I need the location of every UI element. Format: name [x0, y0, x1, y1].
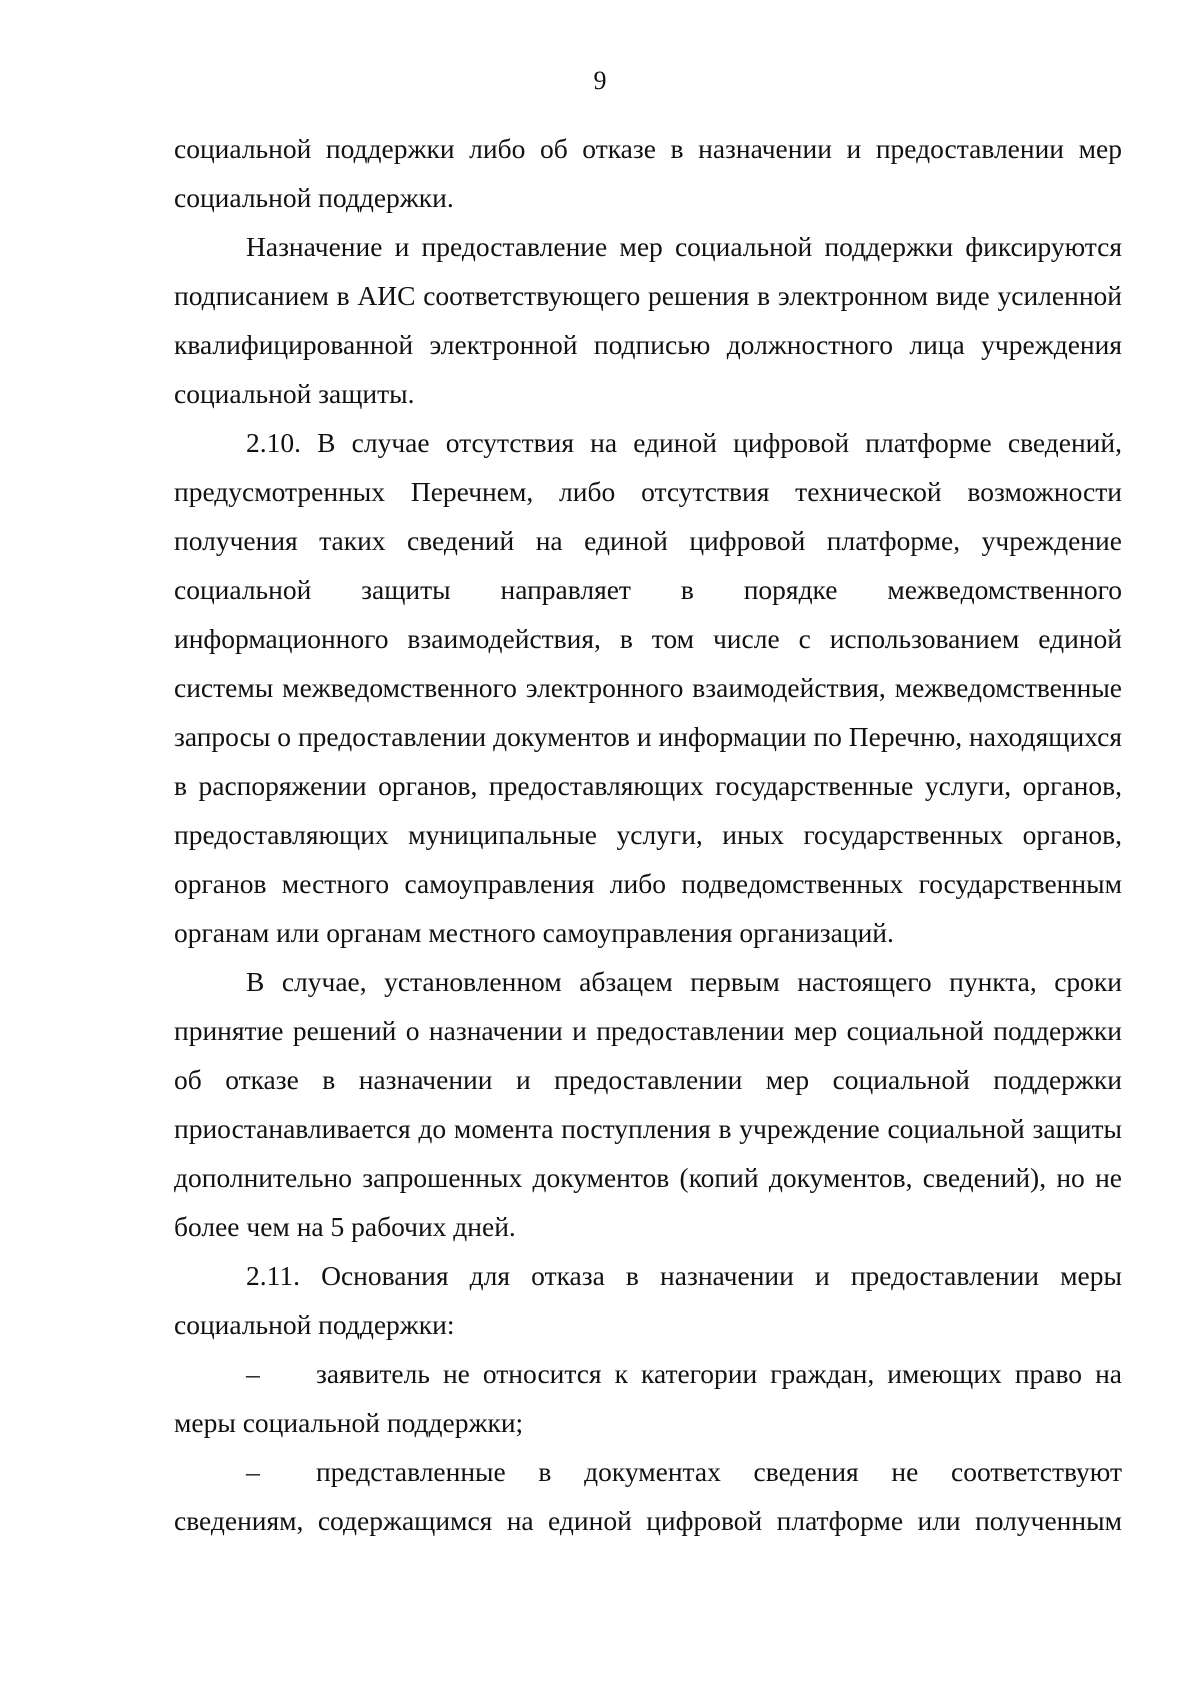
paragraph-continuation: социальной поддержки либо об отказе в назначении и предоставлении мер социальной поддержки.: [174, 133, 1122, 213]
paragraph-decision-signing: Назначение и предоставление мер социальной поддержки фиксируются подписанием в АИС соответствующего решения в электронном виде усиленной квалифицированной электронной подписью должностного лица учреждения социальной защиты.: [174, 231, 1122, 409]
paragraph-2-10: 2.10. В случае отсутствия на единой цифровой платформе сведений, предусмотренных Перечнем, либо отсутствия технической возможности получения таких сведений на единой цифровой платформе, учреждение социальной защиты направляет в порядке межведомственного информационного взаимодействия, в том числе с использованием единой системы межведомственного электронного взаимодействия, межведомственные запросы о предоставлении документов и информации по Перечню, находящихся в распоряжении органов, предоставляющих государственные услуги, органов, предоставляющих муниципальные услуги, иных государственных органов, органов местного самоуправления либо подведомственных государственным органам или органам местного самоуправления организаций.: [174, 427, 1122, 948]
dash-marker: –: [246, 1456, 260, 1487]
paragraph-2-11: 2.11. Основания для отказа в назначении и предоставлении меры социальной поддержки:: [174, 1260, 1122, 1340]
page-number: 9: [593, 66, 607, 95]
list-item-text: заявитель не относится к категории граждан, имеющих право на меры социальной поддержки;: [174, 1358, 1122, 1438]
paragraph-suspension-terms: В случае, установленном абзацем первым настоящего пункта, сроки принятие решений о назначении и предоставлении мер социальной поддержки об отказе в назначении и предоставлении мер социальной поддержки приостанавливается до момента поступления в учреждение социальной защиты дополнительно запрошенных документов (копий документов, сведений), но не более чем на 5 рабочих дней.: [174, 966, 1122, 1242]
list-item-text: представленные в документах сведения не соответствуют сведениям, содержащимся на единой цифровой платформе или полученным: [174, 1456, 1122, 1536]
list-item: [174, 1349, 1122, 1447]
document-body: [174, 124, 1122, 1545]
dash-marker: –: [246, 1358, 260, 1389]
list-item: [174, 1447, 1122, 1545]
